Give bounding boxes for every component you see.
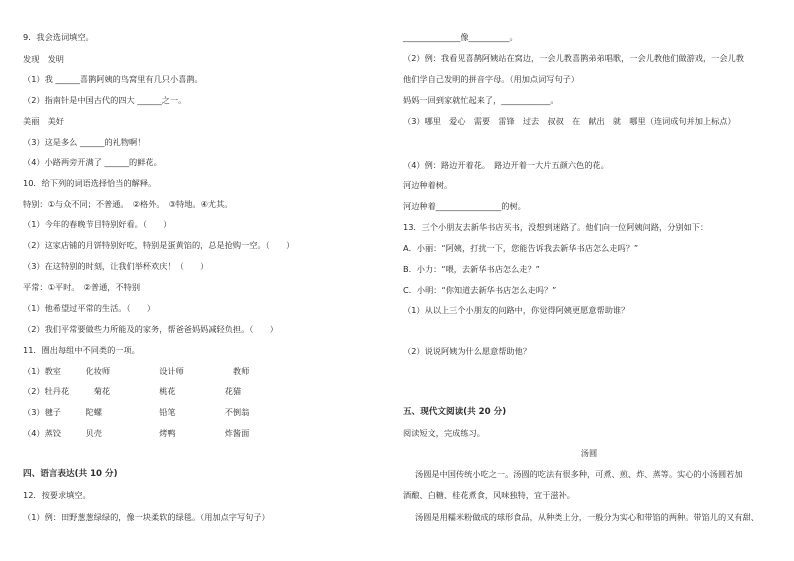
text-line-r14: （2）说说阿姨为什么愿意帮助他？ xyxy=(403,346,532,356)
text-line-q12: 12．按要求填空。 xyxy=(23,490,91,500)
text-line-q9_1: （1）我 ______喜鹊阿姨的鸟窝里有几只小喜鹊。 xyxy=(23,74,203,84)
text-line-r13: （1）从以上三个小朋友的问路中，你觉得阿姨更愿意帮助谁？ xyxy=(403,305,630,315)
text-line-q9: 9．我会选词填空。 xyxy=(23,32,94,42)
text-line-q11: 11．圈出每组中不同类的一项。 xyxy=(23,345,140,355)
text-line-q10_2: （2）这家店铺的月饼特别好吃，特别是蛋黄馅的，总是抢购一空。（ ） xyxy=(23,240,295,250)
text-line-q10_1: （1）今年的春晚节目特别好看。（ ） xyxy=(23,219,172,229)
text-line-q12_1: （1）例：田野葱葱绿绿的，像一块柔软的绿毯。（用加点字写句子） xyxy=(23,512,270,522)
text-line-r3: 他们学自己发明的拼音字母。（用加点词写句子） xyxy=(403,74,580,84)
text-line-q11_2: （2）牡丹花 菊花 桃花 花猫 xyxy=(23,386,242,396)
text-line-q9_3: （3）这是多么 ______的礼物啊！ xyxy=(23,137,146,147)
left-column xyxy=(23,0,395,561)
text-line-r10: A．小丽：“阿姨，打扰一下，您能告诉我去新华书店怎么走吗？” xyxy=(403,243,639,253)
text-line-q9_4: （4）小路两旁开满了 ______的鲜花。 xyxy=(23,157,162,167)
text-line-r12: C．小明：“你知道去新华书店怎么走吗？” xyxy=(403,285,557,295)
text-line-q11_4: （4）蒸饺 贝壳 烤鸭 炸酱面 xyxy=(23,428,250,438)
text-line-r16: 汤圆是中国传统小吃之一。汤圆的吃法有很多种，可煮、煎、炸、蒸等。实心的小汤圆若加 xyxy=(415,469,743,479)
text-line-q11_3: （3）毽子 陀螺 铅笔 不倒翁 xyxy=(23,407,250,417)
text-line-sec5: 五、现代文阅读(共 20 分) xyxy=(403,407,507,417)
text-line-r9: 13．三个小朋友去新华书店买书，没想到迷路了。他们向一位阿姨问路，分别如下： xyxy=(403,222,709,232)
text-line-words2: 美丽 美好 xyxy=(23,116,64,126)
text-line-q10_4: （1）他希望过平常的生活。（ ） xyxy=(23,303,156,313)
text-line-r15: 阅读短文，完成练习。 xyxy=(403,428,485,438)
text-line-r11: B．小力：“喂，去新华书店怎么走？” xyxy=(403,264,540,274)
text-line-q10_3: （3）在这特别的时刻，让我们举杯欢庆！（ ） xyxy=(23,261,209,271)
text-line-r6: （4）例：路边开着花。 路边开着一大片五颜六色的花。 xyxy=(403,160,609,170)
text-line-q10_b: 平常：①平时。 ②普通，不特别 xyxy=(23,282,141,292)
text-line-q10_a: 特别：①与众不同；不普通。 ②格外。 ③特地。④尤其。 xyxy=(23,199,233,209)
text-line-r1: ______________像__________。 xyxy=(403,32,518,42)
text-line-r5: （3）哪里 爱心 需要 雷锋 过去 叔叔 在 献出 就 哪里（连词成句并加上标点） xyxy=(403,116,736,126)
text-line-r7: 河边种着树。 xyxy=(403,180,453,190)
text-line-r4: 妈妈一回到家就忙起来了，____________。 xyxy=(403,95,559,105)
text-line-q10: 10．给下列的词语选择恰当的解释。 xyxy=(23,178,157,188)
text-line-sec4: 四、语言表达(共 10 分) xyxy=(23,469,118,479)
text-line-words1: 发现 发明 xyxy=(23,54,64,64)
text-line-title: 汤圆 xyxy=(580,448,598,458)
text-line-r17: 酒酿、白糖、桂花煮食，风味独特，宜于滋补。 xyxy=(403,490,575,500)
text-line-q9_2: （2）指南针是中国古代的四大 ______之一。 xyxy=(23,95,187,105)
text-line-q11_1: （1）教室 化妆师 设计师 教师 xyxy=(23,366,250,376)
text-line-r18: 汤圆是用糯米粉做成的球形食品，从种类上分，一般分为实心和带馅的两种。带馅儿的又有甜、 xyxy=(415,512,759,522)
right-column xyxy=(403,0,775,561)
text-line-r2: （2）例：我看见喜鹊阿姨站在窝边，一会儿教喜鹊弟弟唱歌，一会儿教他们做游戏，一会儿教 xyxy=(403,53,744,63)
text-line-r8: 河边种着________________的树。 xyxy=(403,201,526,211)
text-line-q10_5: （2）我们平常要做些力所能及的家务，帮爸爸妈妈减轻负担。（ ） xyxy=(23,324,278,334)
